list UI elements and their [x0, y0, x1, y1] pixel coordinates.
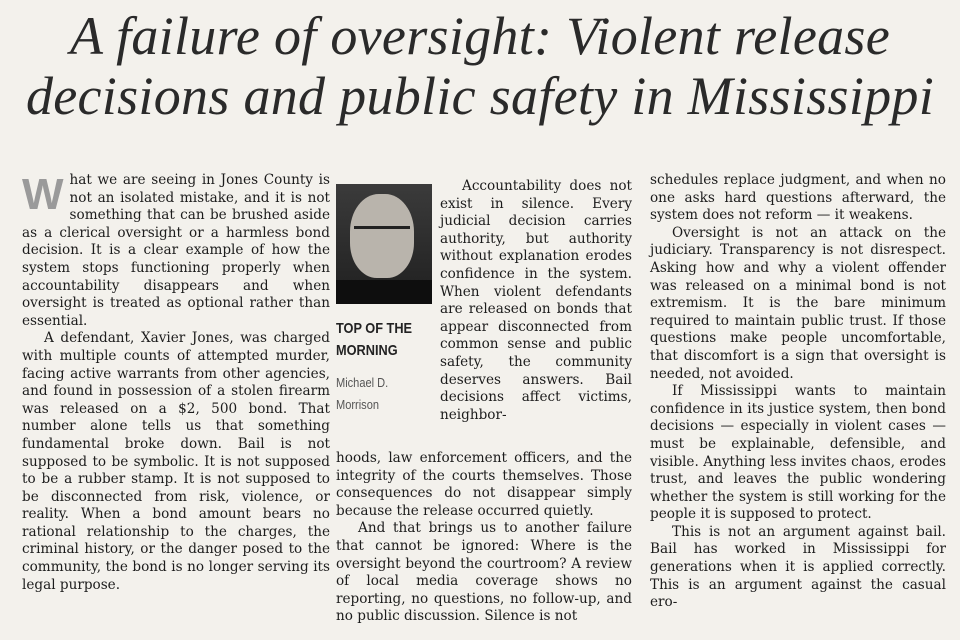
column-kicker [336, 318, 418, 362]
paragraph-4: And that brings us to another failure that cannot be ignored: Where is the oversight beyond the courtroom? A review of local media coverage shows no reporting, no questions, no follow-up, and no public discussion. Silence is not [336, 520, 632, 625]
article-column-2 [440, 178, 632, 424]
article-column-1 [22, 172, 330, 594]
author-photo [336, 184, 432, 304]
paragraph-3-continued: hoods, law enforcement officers, and the integrity of the courts themselves. Those consequences do not disappear simply because the release occurred quietly. [336, 450, 632, 519]
paragraph-8: This is not an argument against bail. Bail has worked in Mississippi for generations when it is applied correctly. This is an argument against the casual ero- [650, 523, 946, 611]
paragraph-2: A defendant, Xavier Jones, was charged with multiple counts of attempted murder, facing active warrants from other agencies, and found in possession of a stolen firearm was released on a $2, 500 bond. That number alone tells us that something fundamental broke down. Bail is not supposed to be symbolic. It is not supposed to be a rubber stamp. It is not supposed to be disconnected from risk, violence, or reality. When a bond amount bears no rational relationship to the charges, the criminal history, or the danger posed to the community, the bond is no longer serving its legal purpose. [22, 330, 330, 593]
headline [0, 0, 960, 126]
byline-line-2: Morrison [336, 397, 379, 412]
drop-cap: W [22, 170, 64, 219]
article-column-3 [650, 172, 946, 612]
headline-line-2: decisions and public safety in Mississippi [25, 66, 935, 126]
byline [336, 372, 418, 416]
byline-line-1: Michael D. [336, 375, 389, 390]
paragraph-7: If Mississippi wants to maintain confidence in its justice system, then bond decisions — especially in violent cases — must be explainable, defensible, and visible. Anything less invites chaos, erodes trust, and leaves the public wondering whether the system is still working for the people it is supposed to protect. [650, 383, 946, 523]
paragraph-1-text: hat we are seeing in Jones County is not an isolated mistake, and it is not something that can be brushed aside as a clerical oversight or a harmless bond decision. It is a clear example of how the system stops functioning properly when accountability disappears and when oversight is treated as optional rather than essential. [22, 172, 330, 329]
kicker-line-2: MORNING [336, 342, 398, 359]
paragraph-1 [22, 172, 330, 330]
paragraph-5: schedules replace judgment, and when no one asks hard questions afterward, the system does not reform — it weakens. [650, 172, 946, 224]
paragraph-6: Oversight is not an attack on the judiciary. Transparency is not disrespect. Asking how and why a violent offender was released on a minimal bond is not extremism. It is the bare minimum required to maintain public trust. If those questions make people uncomfortable, that discomfort is a sign that oversight is needed, not avoided. [650, 224, 946, 382]
paragraph-3: Accountability does not exist in silence. Every judicial decision carries authority, but authority without explanation erodes confidence in the system. When violent defendants are released on bonds that appear disconnected from common sense and public safety, the community deserves answers. Bail decisions affect victims, neighbor- [440, 178, 632, 423]
article-column-2-lower [336, 450, 632, 626]
author-box [336, 184, 432, 416]
headline-line-1: A failure of oversight: Violent release [69, 6, 891, 66]
kicker-line-1: TOP OF THE [336, 320, 413, 337]
